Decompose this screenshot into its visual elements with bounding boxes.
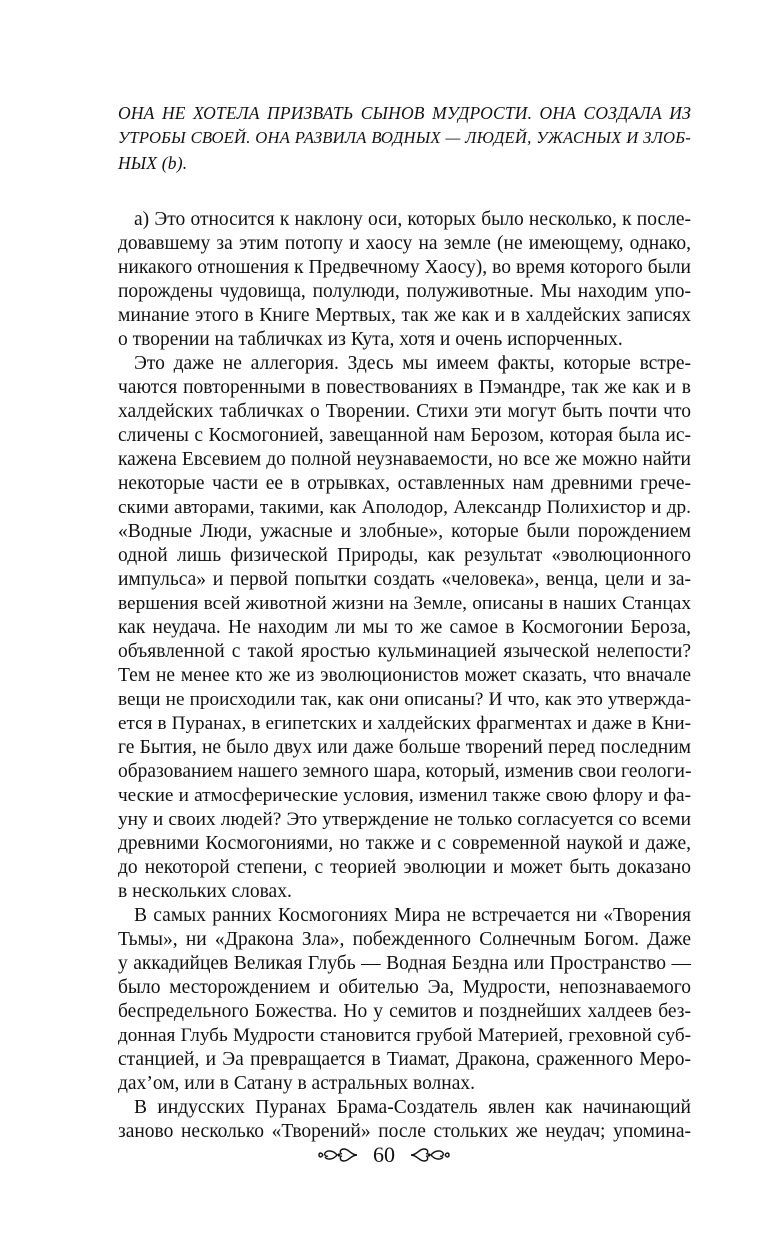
body-text-line: древними Космогониями, но также и с современной наукой и даже, xyxy=(118,833,691,854)
body-text-line: Тьмы», ни «Дракона Зла», побежденного Солнечным Богом. Даже xyxy=(118,929,691,950)
body-text-line: халдейских табличках о Творении. Стихи эти могут быть почти что xyxy=(118,401,691,422)
body-text-line: вещи не происходили так, как они описаны? И что, как это утвержда- xyxy=(118,689,691,710)
body-text-line: импульса» и первой попытки создать «человека», венца, цели и за- xyxy=(118,569,691,590)
body-text-line: донная Глубь Мудрости становится грубой Материей, греховной суб- xyxy=(118,1025,691,1046)
body-text-line: сличены с Космогонией, завещанной нам Берозом, которая была ис- xyxy=(118,425,691,446)
body-text-line: довавшему за этим потопу и хаосу на земле (не имеющему, однако, xyxy=(118,233,691,254)
body-text-line: Тем не менее кто же из эволюционистов может сказать, что вначале xyxy=(118,665,691,686)
body-text-line: уну и своих людей? Это утверждение не только согласуется со всеми xyxy=(118,809,691,830)
body-text-line: объявленной с такой яростью кульминацией языческой нелепости? xyxy=(118,641,691,662)
stanza-heading-line: ОНА НЕ ХОТЕЛА ПРИЗВАТЬ СЫНОВ МУДРОСТИ. ОНА СОЗДАЛА ИЗ xyxy=(118,103,691,123)
body-text-line: скими авторами, такими, как Аполодор, Александр Полихистор и др. xyxy=(118,497,691,518)
body-text-line: «Водные Люди, ужасные и злобные», которые были порождением xyxy=(118,521,691,542)
stanza-heading-line: НЫХ (b). xyxy=(118,153,188,173)
body-text-line: чаются повторенными в повествованиях в Пэмандре, так же как и в xyxy=(118,377,691,398)
body-text-line: минание этого в Книге Мертвых, так же как и в халдейских записях xyxy=(118,305,691,326)
body-text-line: заново несколько «Творений» после стольких же неудач; упомина- xyxy=(118,1121,691,1142)
body-text-line: никакого отношения к Предвечному Хаосу), во время которого были xyxy=(118,257,691,278)
body-text-line: Это даже не аллегория. Здесь мы имеем факты, которые встре- xyxy=(134,353,691,374)
stanza-heading-line: УТРОБЫ СВОЕЙ. ОНА РАЗВИЛА ВОДНЫХ — ЛЮДЕЙ, УЖАСНЫХ И ЗЛОБ- xyxy=(118,128,691,147)
body-text-line: вершения всей животной жизни на Земле, описаны в наших Станцах xyxy=(118,593,691,614)
body-text-line: некоторые части ее в отрывках, оставленных нам древними грече- xyxy=(118,473,691,494)
body-text-line: о творении на табличках из Кута, хотя и очень испорченных. xyxy=(118,329,623,350)
body-text-line: ге Бытия, не было двух или даже больше творений перед последним xyxy=(118,737,691,758)
left-ornament-icon xyxy=(317,1145,359,1165)
body-text-line: станцией, и Эа превращается в Тиамат, Дракона, сраженного Меро- xyxy=(118,1049,691,1070)
body-text-line: ческие и атмосферические условия, изменил также свою флору и фа- xyxy=(118,785,691,806)
body-text-line: как неудача. Не находим ли мы то же самое в Космогонии Бероза, xyxy=(118,617,691,638)
body-text-line: В индусских Пуранах Брама-Создатель явлен как начинающий xyxy=(134,1097,691,1118)
body-text-line: порождены чудовища, полулюди, полуживотные. Мы находим упо- xyxy=(118,281,691,302)
body-text-line: беспредельного Божества. Но у семитов и позднейших халдеев без- xyxy=(118,1001,691,1022)
right-ornament-icon xyxy=(409,1145,451,1165)
body-text-line: а) Это относится к наклону оси, которых было несколько, к после- xyxy=(134,209,691,230)
body-text-line: до некоторой степени, с теорией эволюции и может быть доказано xyxy=(118,857,691,878)
body-text-line: дах’ом, или в Сатану в астральных волнах. xyxy=(118,1073,476,1094)
body-text-line: одной лишь физической Природы, как результат «эволюционного xyxy=(118,545,691,566)
body-text-line: было месторождением и обителью Эа, Мудрости, непознаваемого xyxy=(118,977,691,998)
body-text-line: В самых ранних Космогониях Мира не встречается ни «Творения xyxy=(134,905,691,926)
body-text-line: у аккадийцев Великая Глубь — Водная Бездна или Пространство — xyxy=(118,953,691,974)
page-number: 60 xyxy=(373,1142,395,1167)
body-text-line: кажена Евсевием до полной неузнаваемости, но все же можно найти xyxy=(118,449,691,470)
body-text-line: образованием нашего земного шара, который, изменив свои геологи- xyxy=(118,761,692,782)
body-text-line: ется в Пуранах, в египетских и халдейских фрагментах и даже в Кни- xyxy=(118,713,691,734)
page-footer xyxy=(0,1141,768,1169)
body-text-line: в нескольких словах. xyxy=(118,881,292,902)
